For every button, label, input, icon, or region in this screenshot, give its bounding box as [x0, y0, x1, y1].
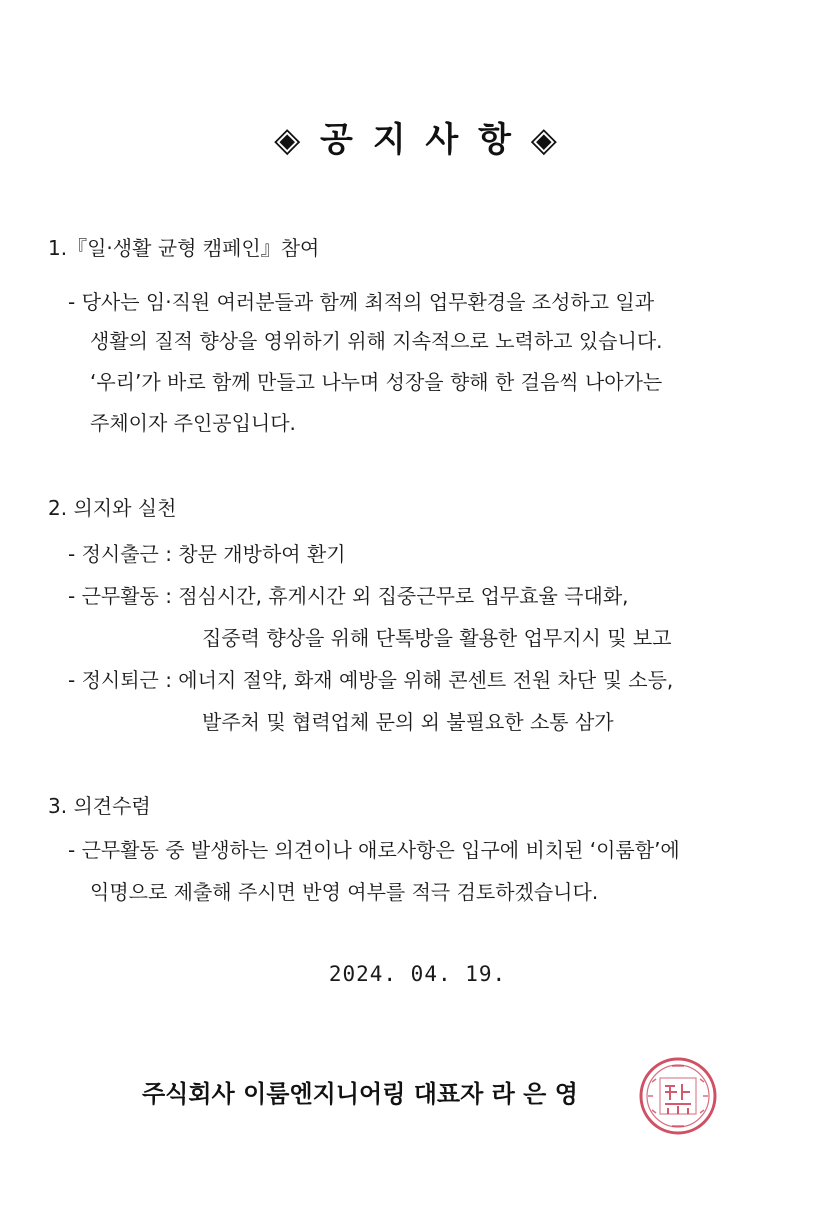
section-3-heading: 3. 의견수렴 — [48, 794, 151, 818]
section-3-line-1: - 근무활동 중 발생하는 의견이나 애로사항은 입구에 비치된 ‘이룸함’에 — [68, 838, 680, 862]
company-seal-stamp — [638, 1056, 718, 1136]
section-2-line-4: - 정시퇴근 : 에너지 절약, 화재 예방을 위해 콘센트 전원 차단 및 소등, — [68, 668, 674, 692]
notice-date: 2024. 04. 19. — [328, 962, 507, 986]
section-1-heading: 1.『일·생활 균형 캠페인』참여 — [48, 236, 320, 260]
page-title: ◈ 공 지 사 항 ◈ — [274, 120, 561, 160]
section-1-line-1: - 당사는 임·직원 여러분들과 함께 최적의 업무환경을 조성하고 일과 — [68, 290, 655, 314]
section-1-line-2: 생활의 질적 향상을 영위하기 위해 지속적으로 노력하고 있습니다. — [90, 329, 663, 353]
section-2-heading: 2. 의지와 실천 — [48, 496, 177, 520]
section-1-line-3: ‘우리’가 바로 함께 만들고 나누며 성장을 향해 한 걸음씩 나아가는 — [90, 370, 663, 394]
section-3-line-2: 익명으로 제출해 주시면 반영 여부를 적극 검토하겠습니다. — [90, 880, 599, 904]
section-1-line-4: 주체이자 주인공입니다. — [90, 411, 296, 435]
section-2-line-1: - 정시출근 : 창문 개방하여 환기 — [68, 542, 346, 566]
section-2-line-3: 집중력 향상을 위해 단톡방을 활용한 업무지시 및 보고 — [202, 626, 672, 650]
section-2-line-5: 발주처 및 협력업체 문의 외 불필요한 소통 삼가 — [202, 710, 614, 734]
section-2-line-2: - 근무활동 : 점심시간, 휴게시간 외 집중근무로 업무효율 극대화, — [68, 584, 629, 608]
company-signature: 주식회사 이룸엔지니어링 대표자 라 은 영 — [142, 1080, 578, 1108]
